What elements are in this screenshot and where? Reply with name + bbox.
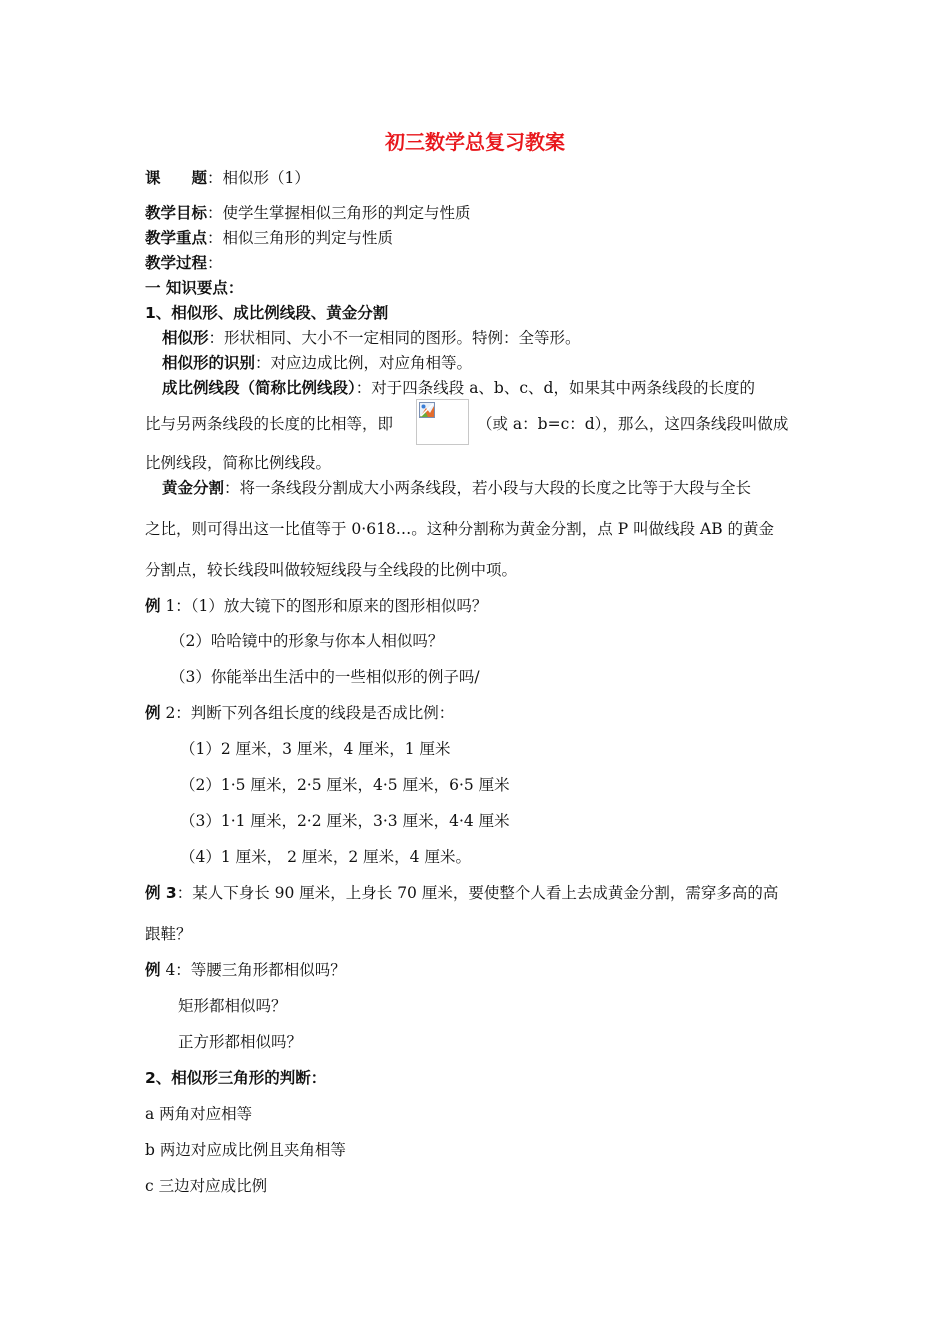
example-4-q1 [145, 960, 346, 980]
broken-image-icon [419, 402, 435, 418]
goal-line [145, 203, 471, 223]
golden-text-1: ：将一条线段分割成大小两条线段，若小段与大段的长度之比等于大段与全长 [224, 479, 752, 497]
golden-line-1 [162, 478, 751, 498]
proportion-line-1 [162, 378, 755, 398]
example-2-question [145, 703, 454, 723]
example-1-text: 1：（1）放大镜下的图形和原来的图形相似吗？ [160, 597, 488, 615]
golden-line-2: 之比，则可得出这一比值等于 0·618…。这种分割称为黄金分割，点 P 叫做线段 AB 的黄金 [145, 520, 775, 538]
example-2-item: （2）1·5 厘米，2·5 厘米，4·5 厘米，6·5 厘米 [180, 776, 510, 794]
example-4-q3: 正方形都相似吗？ [178, 1033, 303, 1051]
criterion-item: b 两边对应成比例且夹角相等 [145, 1141, 346, 1159]
example-2-label: 例 [145, 704, 161, 722]
example-2-text: 2：判断下列各组长度的线段是否成比例： [160, 704, 455, 722]
proportion-line-2b: （或 a：b=c：d），那么，这四条线段叫做成 [477, 415, 789, 433]
focus-value: 相似三角形的判定与性质 [222, 229, 394, 247]
goal-value: 使学生掌握相似三角形的判定与性质 [222, 204, 471, 222]
identify-text: ：对应边成比例，对应角相等。 [255, 354, 473, 372]
page-title: 初三数学总复习教案 [385, 130, 565, 154]
process-colon: ： [207, 254, 223, 272]
subsection-heading-1: 1、相似形、成比例线段、黄金分割 [145, 304, 389, 322]
focus-colon: ： [207, 229, 223, 247]
topic-colon: ： [207, 169, 223, 187]
example-2-item: （1）2 厘米，3 厘米，4 厘米，1 厘米 [180, 740, 451, 758]
example-1-q3: （3）你能举出生活中的一些相似形的例子吗/ [170, 668, 480, 686]
example-3-line-1 [145, 883, 778, 903]
topic-label: 课 题 [145, 169, 208, 187]
similar-definition [162, 328, 581, 348]
golden-line-3: 分割点，较长线段叫做较短线段与全线段的比例中项。 [145, 561, 518, 579]
example-4-label: 例 [145, 961, 161, 979]
example-2-item: （4）1 厘米， 2 厘米，2 厘米，4 厘米。 [180, 848, 471, 866]
formula-image [416, 399, 469, 445]
goal-colon: ： [207, 204, 223, 222]
process-line [145, 253, 223, 273]
example-1-label: 例 [145, 597, 161, 615]
example-1-q1 [145, 596, 487, 616]
topic-value: 相似形（1） [222, 169, 310, 187]
section-heading-1: 一 知识要点： [145, 279, 244, 297]
identify-definition [162, 353, 472, 373]
example-3-text: ：某人下身长 90 厘米，上身长 70 厘米，要使整个人看上去成黄金分割，需穿多高的高 [176, 884, 779, 902]
proportion-line-2a: 比与另两条线段的长度的比相等，即 [145, 415, 394, 433]
example-4-q2: 矩形都相似吗？ [178, 997, 287, 1015]
process-label: 教学过程 [145, 254, 208, 272]
example-2-item: （3）1·1 厘米，2·2 厘米，3·3 厘米，4·4 厘米 [180, 812, 510, 830]
criterion-item: c 三边对应成比例 [145, 1177, 268, 1195]
goal-label: 教学目标 [145, 204, 208, 222]
golden-label: 黄金分割 [162, 479, 225, 497]
subsection-heading-2: 2、相似形三角形的判断： [145, 1069, 327, 1087]
example-3-label: 例 3 [145, 884, 177, 902]
identify-label: 相似形的识别 [162, 354, 256, 372]
proportion-label: 成比例线段（简称比例线段） [162, 379, 356, 397]
example-3-line-2: 跟鞋？ [145, 925, 192, 943]
example-1-q2: （2）哈哈镜中的形象与你本人相似吗？ [170, 632, 444, 650]
topic-line [145, 168, 310, 188]
proportion-text-1: ：对于四条线段 a、b、c、d，如果其中两条线段的长度的 [355, 379, 755, 397]
criterion-item: a 两角对应相等 [145, 1105, 253, 1123]
focus-label: 教学重点 [145, 229, 208, 247]
example-4-text: 4：等腰三角形都相似吗？ [160, 961, 346, 979]
similar-text: ：形状相同、大小不一定相同的图形。特例：全等形。 [208, 329, 581, 347]
focus-line [145, 228, 393, 248]
similar-label: 相似形 [162, 329, 209, 347]
proportion-line-3: 比例线段，简称比例线段。 [145, 454, 332, 472]
